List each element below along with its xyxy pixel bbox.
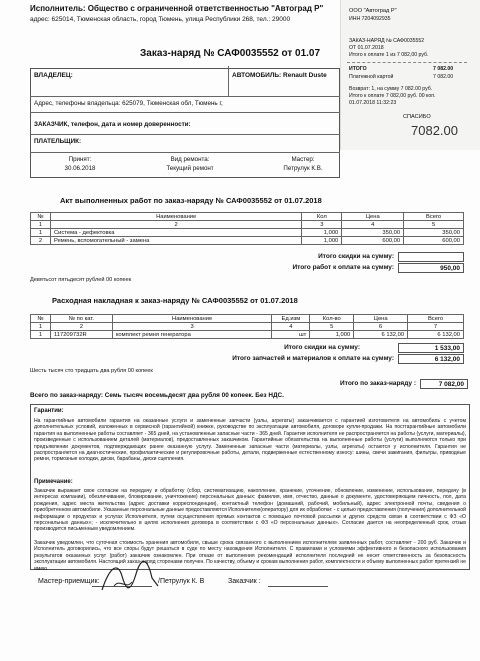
payment-receipt (340, 0, 480, 150)
accepted-value: 30.06.2018 (64, 165, 96, 172)
row-price: 6 132,00 (354, 331, 408, 339)
parts-total-value: 6 132,00 (398, 354, 464, 364)
parts-total-label: Итого запчастей и материалов к оплате на сумму: (232, 355, 394, 362)
index-cell: 2 (50, 323, 112, 331)
receipt-line: ЗАКАЗ-НАРЯД № САФ0035552 (349, 38, 425, 44)
row-qty: 1,000 (310, 331, 354, 339)
note-text: Заказчик выражает свое согласие на передачу и обработку (сбор, систематизацию, накопление, хранение, уточнение, обновление, изменение, использование, передачу (в интересах компании), обезличивание, блокирование, уничтожение) персональных данных: фамилия, имя, отчество, данные о документе, удостоверяющем личность, пол, дата рождения, адрес места жительства (адрес доставки корреспонденции), контактный телефон (домашний, рабочий, мобильный), адрес электронной почты, сведения о приобретенном автомобиле. Указанные персональные данные предоставляются Исполнителю(оператору) для их обработки: - с целью предоставления (получения) дополнительной информации о продуктах и услугах Исполнителя, путем осуществления прямых контактов с помощью почтовой рассылки и других средств связи в соответствии с ФЗ «О персональных данных»; - исключительно в целях исполнения договора в соответствии с ФЗ «О персональных данных». Согласие дается на неопределенный срок, отзыв производится письменным уведомлением. (34, 488, 466, 533)
table-header-row (31, 315, 464, 323)
table-header-row (31, 213, 464, 221)
table-row (31, 229, 464, 237)
receipt-total-label: ИТОГО (349, 66, 367, 72)
index-cell: 3 (302, 221, 342, 229)
table-index-row (31, 323, 464, 331)
customer-label: ЗАКАЗЧИК, телефон, дата и номер доверенности: (34, 121, 191, 128)
table-row (31, 331, 464, 339)
parts-total-words: Шесть тысяч сто тридцать два рубля 00 копеек (30, 368, 153, 374)
divider (30, 152, 340, 153)
grand-total-label: Итого по заказ-наряду : (340, 380, 416, 387)
parts-discount-label: Итого скидки на сумму: (284, 344, 360, 351)
col-header: Цена (354, 315, 408, 323)
index-cell: 6 (354, 323, 408, 331)
accepted-label: Принят: (68, 156, 92, 163)
works-discount-value (398, 252, 464, 262)
row-total: 6 132,00 (408, 331, 464, 339)
col-header: № (31, 213, 51, 221)
row-price: 600,00 (342, 237, 404, 245)
payer-label: ПЛАТЕЛЬЩИК: (34, 138, 82, 145)
index-cell: 1 (31, 221, 51, 229)
document-title: Заказ-наряд № САФ0035552 от 01.07 (140, 48, 321, 59)
index-cell: 4 (272, 323, 310, 331)
storage-text: Заказчик уведомлен, что суточная стоимость хранения автомобиля, свыше срока связанного с выполнением исполнителем заявленных работ, составляет - 200 руб. Заказчик и Исполнитель договорились, что все споры будут решаться в суде по месту нахождения Исполнителя. С правилами и условиями эффективного и безопасного использования результатов оказанных услуг (работ) заказчик ознакомлен. При отказе от выполнения рекомендаций исполнителя последний не несет ответственность за безопасность эксплуатации автомобиля. Настоящий заказ-наряд сторонами получен. По качеству, объему и срокам выполнения работ, комплектности и объему выполненных работ претензий не имею. (34, 540, 466, 572)
receipt-line: Итого к оплате 1 из 7 082,00 руб. (349, 52, 429, 58)
receipt-total-value: 7 082.00 (433, 66, 454, 72)
divider (347, 62, 467, 63)
col-header: № по кат. (50, 315, 112, 323)
receipt-extra-line: Итого к оплате 7 082,00 руб. 00 коп. (349, 93, 436, 99)
col-header: Кол (302, 213, 342, 221)
receipt-extra-line: 01.07.2018 11:32:23 (349, 100, 397, 106)
owner-label: ВЛАДЕЛЕЦ: (34, 72, 73, 79)
owner-address: Адрес, телефоны владельца: 625079, Тюменская обл, Тюмень г, (34, 100, 223, 107)
row-qty: 1,000 (302, 229, 342, 237)
master-signature-label: Мастер-приемщик: (38, 578, 100, 585)
car-cell (228, 66, 340, 96)
divider (30, 112, 340, 113)
receipt-card-label: Платежной картой (349, 74, 394, 80)
row-name: Система - дефектовка (50, 229, 301, 237)
parts-table (30, 314, 464, 339)
receipt-handwritten-total: 7082.00 (411, 123, 458, 138)
col-header: Ед.изм (272, 315, 310, 323)
index-cell: 5 (310, 323, 354, 331)
col-header: Кол-во (310, 315, 354, 323)
row-total: 600,00 (404, 237, 464, 245)
index-cell: 7 (408, 323, 464, 331)
executor-address: адрес: 625014, Тюменская область, город Тюмень, улица Республики 268, тел.: 29000 (30, 16, 291, 23)
row-number: 1 (31, 331, 51, 339)
receipt-inn: ИНН 7204092935 (349, 16, 391, 22)
works-total-label: Итого работ к оплате на сумму: (292, 264, 394, 271)
table-index-row (31, 221, 464, 229)
master-name: /Петрулук К. В (158, 578, 205, 585)
grand-total-value: 7 082,00 (420, 379, 468, 389)
receipt-extra-line: Возврат: 1, на сумму 7 082.00 руб. (349, 86, 433, 92)
col-header: Всего (408, 315, 464, 323)
row-qty: 1,000 (302, 237, 342, 245)
handwritten-signature (96, 556, 166, 596)
executor-line: Исполнитель: Общество с ограниченной ответственностью "Автоград Р" (30, 4, 324, 13)
row-total: 350,00 (404, 229, 464, 237)
table-row (31, 237, 464, 245)
col-header: Наименование (50, 213, 301, 221)
works-discount-label: Итого скидки на сумму: (318, 253, 394, 260)
col-header: № (31, 315, 51, 323)
grand-total-words: Всего по заказ-наряду: Семь тысяч восемьдесят два рубля 00 копеек. Без НДС. (30, 392, 284, 399)
col-header: Всего (404, 213, 464, 221)
works-title: Акт выполненных работ по заказ-наряду № САФ0035552 от 01.07.2018 (60, 196, 322, 205)
signature-line (268, 586, 328, 587)
col-header: Наименование (112, 315, 272, 323)
index-cell: 3 (112, 323, 272, 331)
works-total-value: 950,00 (398, 263, 464, 273)
divider (30, 134, 340, 135)
master-value: Петрулук К.В. (283, 165, 323, 172)
receipt-line: ОТ 01.07.2018 (349, 45, 384, 51)
parts-sum-value: 1 533,00 (398, 343, 464, 353)
row-price: 350,00 (342, 229, 404, 237)
row-name: Ремень, вспомогательный - замена (50, 237, 301, 245)
receipt-card-value: 7 082.00 (433, 74, 454, 80)
receipt-company: ООО "Автоград Р" (349, 8, 397, 14)
warranty-title: Гарантии: (34, 408, 64, 414)
works-table (30, 212, 464, 245)
divider (30, 96, 340, 97)
parts-title: Расходная накладная к заказ-наряду № САФ0035552 от 01.07.2018 (52, 296, 298, 305)
col-header: Цена (342, 213, 404, 221)
row-unit: шт (272, 331, 310, 339)
row-name: комплект ремня генератора (112, 331, 272, 339)
repair-type-label: Вид ремонта: (170, 156, 210, 163)
row-catalog-number: 117209732R (50, 331, 112, 339)
index-cell: 5 (404, 221, 464, 229)
car-label: АВТОМОБИЛЬ: Renault Duste (232, 72, 327, 79)
warranty-text: На гарантийные автомобили гарантия на оказанные услуги и замененные запчасти (узлы, агрегаты) заканчивается с гарантией изготовителя на автомобиль с учетом дополнительных условий, изложенных в сервисной (гарантийной) книжке, руководстве по эксплуатации автомобиля, договоре купли-продажи. На постгарантийные автомобили гарантия на выполненные работы составляет - 365 дней, на установленные запасные части - 365 дней. Гарантия исполнителя не распространяется на работы (услуги, материалы), произведенные с использованием деталей (материалов), предоставленных заказчиком. Гарантийные обязательства на выполненные работы (услуги) выполняются только при предъявлении документов, подтверждающих ранее оказанную услугу. Замененные запасные части (материалы, узлы, агрегаты) остаются у исполнителя. Гарантия не распространяется на диагностические, профилактические и регулировочные работы, детали, подверженные естественному износу: шины, свечи зажигания, фильтры, приводные ремни, тормозные колодки, диски, барабаны, диски сцепления. (34, 418, 466, 463)
master-label: Мастер: (291, 156, 315, 163)
index-cell: 2 (50, 221, 301, 229)
index-cell: 4 (342, 221, 404, 229)
row-number: 1 (31, 229, 51, 237)
row-number: 2 (31, 237, 51, 245)
works-total-words: Девятьсот пятьдесят рублей 00 копеек (30, 277, 132, 283)
note-title: Примечание: (34, 479, 73, 485)
repair-type-value: Текущий ремонт (166, 165, 214, 172)
index-cell: 1 (31, 323, 51, 331)
receipt-thanks: СПАСИБО (403, 114, 431, 120)
customer-signature-label: Заказчик : (228, 578, 261, 585)
